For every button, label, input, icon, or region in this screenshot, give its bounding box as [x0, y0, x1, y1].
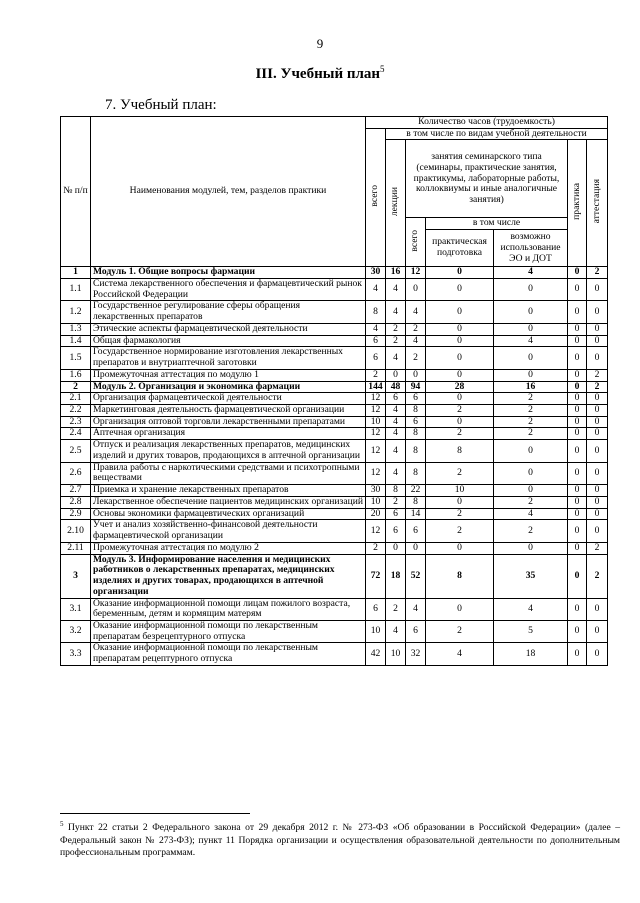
cell-att: 2	[587, 381, 608, 393]
cell-lec: 48	[386, 381, 406, 393]
cell-att: 0	[587, 508, 608, 520]
header-hours: Количество часов (трудоемкость)	[366, 117, 608, 129]
cell-pr: 0	[568, 393, 587, 405]
header-seminar: занятия семинарского типа (семинары, практические занятия, практикумы, лабораторные работы, коллоквиумы и иные аналогичные занятия)	[406, 140, 568, 218]
table-row	[61, 485, 608, 497]
cell-pp: 4	[426, 643, 494, 665]
cell-pp: 0	[426, 278, 494, 300]
cell-att: 0	[587, 428, 608, 440]
cell-sem: 12	[406, 267, 426, 279]
cell-name: Аптечная организация	[91, 428, 366, 440]
cell-att: 0	[587, 643, 608, 665]
cell-pr: 0	[568, 347, 587, 369]
cell-lec: 4	[386, 428, 406, 440]
cell-sem: 2	[406, 347, 426, 369]
cell-att: 0	[587, 347, 608, 369]
header-by-type: в том числе по видам учебной деятельности	[386, 128, 608, 140]
cell-name: Правила работы с наркотическими средствами и психотропными веществами	[91, 462, 366, 484]
header-total	[366, 128, 386, 266]
cell-name: Промежуточная аттестация по модулю 1	[91, 369, 366, 381]
cell-lec: 4	[386, 405, 406, 417]
cell-lec: 2	[386, 496, 406, 508]
cell-pr: 0	[568, 542, 587, 554]
cell-att: 0	[587, 393, 608, 405]
cell-pp: 0	[426, 393, 494, 405]
cell-pr: 0	[568, 485, 587, 497]
cell-pr: 0	[568, 278, 587, 300]
cell-lec: 16	[386, 267, 406, 279]
cell-lec: 6	[386, 393, 406, 405]
cell-total: 72	[366, 554, 386, 598]
cell-name: Маркетинговая деятельность фармацевтической организации	[91, 405, 366, 417]
cell-att: 2	[587, 554, 608, 598]
cell-sem: 0	[406, 278, 426, 300]
header-lectures-label: лекции	[389, 186, 401, 217]
cell-pp: 0	[426, 369, 494, 381]
cell-sem: 6	[406, 520, 426, 542]
cell-num: 1.2	[61, 301, 91, 323]
cell-eo: 0	[494, 542, 568, 554]
cell-sem: 22	[406, 485, 426, 497]
cell-att: 0	[587, 405, 608, 417]
table-row	[61, 405, 608, 417]
cell-pr: 0	[568, 508, 587, 520]
cell-total: 144	[366, 381, 386, 393]
cell-name: Модуль 3. Информирование населения и медицинских работников о лекарственных препаратах, медицинских изделиях и других товарах, продающихся в аптечной организации	[91, 554, 366, 598]
cell-eo: 2	[494, 405, 568, 417]
cell-eo: 16	[494, 381, 568, 393]
cell-lec: 4	[386, 278, 406, 300]
cell-pp: 8	[426, 440, 494, 462]
cell-pr: 0	[568, 369, 587, 381]
cell-att: 0	[587, 440, 608, 462]
table-row	[61, 643, 608, 665]
cell-name: Отпуск и реализация лекарственных препаратов, медицинских изделий и других товаров, продающихся в аптечной организации	[91, 440, 366, 462]
cell-pr: 0	[568, 643, 587, 665]
cell-name: Система лекарственного обеспечения и фармацевтический рынок Российской Федерации	[91, 278, 366, 300]
header-lectures	[386, 140, 406, 267]
cell-name: Оказание информационной помощи по лекарственным препаратам рецептурного отпуска	[91, 643, 366, 665]
cell-sem: 4	[406, 301, 426, 323]
cell-pp: 0	[426, 301, 494, 323]
cell-name: Лекарственное обеспечение пациентов медицинских организаций	[91, 496, 366, 508]
footnote-text: Пункт 22 статьи 2 Федерального закона от 29 декабря 2012 г. № 273-ФЗ «Об образовании в Российской Федерации» (далее – Федеральный закон № 273-ФЗ); пункт 11 Порядка организации и осуществления образовательной деятельности по дополнительным профессиональным программам.	[60, 822, 620, 859]
cell-name: Приемка и хранение лекарственных препаратов	[91, 485, 366, 497]
cell-total: 4	[366, 278, 386, 300]
header-attestation-label: аттестация	[590, 179, 602, 224]
cell-total: 4	[366, 323, 386, 335]
cell-num: 2.11	[61, 542, 91, 554]
cell-lec: 4	[386, 440, 406, 462]
cell-lec: 2	[386, 335, 406, 347]
section-title-text: III. Учебный план	[255, 66, 381, 82]
cell-sem: 8	[406, 428, 426, 440]
cell-num: 1.3	[61, 323, 91, 335]
table-row	[61, 508, 608, 520]
cell-total: 12	[366, 405, 386, 417]
cell-sem: 8	[406, 405, 426, 417]
cell-total: 6	[366, 598, 386, 620]
cell-lec: 8	[386, 485, 406, 497]
cell-eo: 4	[494, 267, 568, 279]
cell-eo: 2	[494, 416, 568, 428]
cell-name: Модуль 1. Общие вопросы фармации	[91, 267, 366, 279]
header-sem-total	[406, 218, 426, 267]
header-total-label: всего	[369, 184, 381, 207]
cell-lec: 0	[386, 542, 406, 554]
cell-lec: 2	[386, 323, 406, 335]
cell-eo: 35	[494, 554, 568, 598]
cell-pr: 0	[568, 496, 587, 508]
cell-att: 0	[587, 323, 608, 335]
cell-total: 12	[366, 428, 386, 440]
cell-total: 30	[366, 485, 386, 497]
table-row	[61, 598, 608, 620]
cell-num: 1.4	[61, 335, 91, 347]
table-row	[61, 393, 608, 405]
cell-pr: 0	[568, 520, 587, 542]
cell-pp: 0	[426, 347, 494, 369]
table-row	[61, 520, 608, 542]
cell-eo: 2	[494, 393, 568, 405]
cell-num: 2.8	[61, 496, 91, 508]
cell-sem: 0	[406, 369, 426, 381]
cell-sem: 4	[406, 335, 426, 347]
cell-name: Организация фармацевтической деятельности	[91, 393, 366, 405]
header-attestation	[587, 140, 608, 267]
cell-pr: 0	[568, 462, 587, 484]
table-header	[61, 117, 608, 267]
cell-pp: 8	[426, 554, 494, 598]
cell-lec: 4	[386, 462, 406, 484]
cell-num: 1.5	[61, 347, 91, 369]
cell-att: 0	[587, 335, 608, 347]
cell-pp: 2	[426, 428, 494, 440]
cell-lec: 4	[386, 347, 406, 369]
module-row	[61, 267, 608, 279]
cell-total: 12	[366, 462, 386, 484]
table-row	[61, 347, 608, 369]
cell-sem: 8	[406, 462, 426, 484]
cell-num: 2.1	[61, 393, 91, 405]
cell-att: 0	[587, 462, 608, 484]
cell-att: 2	[587, 267, 608, 279]
cell-lec: 2	[386, 598, 406, 620]
cell-pr: 0	[568, 301, 587, 323]
cell-total: 20	[366, 508, 386, 520]
cell-eo: 0	[494, 278, 568, 300]
footnote-ref: 5	[380, 64, 385, 74]
cell-pp: 2	[426, 620, 494, 642]
cell-num: 1.1	[61, 278, 91, 300]
cell-name: Оказание информационной помощи по лекарственным препаратам безрецептурного отпуска	[91, 620, 366, 642]
table-row	[61, 440, 608, 462]
cell-pp: 0	[426, 416, 494, 428]
cell-sem: 6	[406, 416, 426, 428]
cell-eo: 0	[494, 301, 568, 323]
cell-att: 0	[587, 620, 608, 642]
cell-num: 3.2	[61, 620, 91, 642]
table-row	[61, 542, 608, 554]
cell-pr: 0	[568, 335, 587, 347]
cell-total: 10	[366, 620, 386, 642]
curriculum-table	[60, 116, 608, 666]
cell-eo: 0	[494, 440, 568, 462]
cell-pr: 0	[568, 428, 587, 440]
cell-lec: 6	[386, 508, 406, 520]
cell-att: 0	[587, 485, 608, 497]
cell-eo: 5	[494, 620, 568, 642]
cell-eo: 0	[494, 323, 568, 335]
cell-total: 12	[366, 393, 386, 405]
cell-lec: 4	[386, 416, 406, 428]
cell-pp: 2	[426, 508, 494, 520]
cell-sem: 6	[406, 620, 426, 642]
cell-pr: 0	[568, 416, 587, 428]
section-title	[0, 64, 640, 83]
cell-pp: 0	[426, 335, 494, 347]
cell-pp: 28	[426, 381, 494, 393]
cell-total: 2	[366, 542, 386, 554]
cell-eo: 0	[494, 369, 568, 381]
cell-total: 10	[366, 416, 386, 428]
cell-num: 2.4	[61, 428, 91, 440]
page-number: 9	[316, 36, 324, 51]
cell-sem: 32	[406, 643, 426, 665]
header-practice	[568, 140, 587, 267]
cell-eo: 18	[494, 643, 568, 665]
cell-att: 2	[587, 542, 608, 554]
cell-sem: 94	[406, 381, 426, 393]
curriculum-subtitle: 7. Учебный план:	[105, 97, 217, 113]
table-row	[61, 462, 608, 484]
cell-lec: 18	[386, 554, 406, 598]
cell-pr: 0	[568, 405, 587, 417]
footnote-divider	[60, 813, 250, 814]
header-num: № п/п	[61, 117, 91, 267]
table-row	[61, 369, 608, 381]
cell-name: Государственное регулирование сферы обращения лекарственных препаратов	[91, 301, 366, 323]
footnote	[60, 820, 620, 860]
cell-att: 0	[587, 278, 608, 300]
cell-num: 2.10	[61, 520, 91, 542]
module-row	[61, 554, 608, 598]
cell-num: 3.1	[61, 598, 91, 620]
cell-num: 1.6	[61, 369, 91, 381]
cell-eo: 0	[494, 485, 568, 497]
cell-sem: 8	[406, 440, 426, 462]
table-row	[61, 428, 608, 440]
cell-eo: 4	[494, 335, 568, 347]
cell-pp: 2	[426, 462, 494, 484]
cell-eo: 4	[494, 508, 568, 520]
header-practice-label: практика	[570, 183, 582, 220]
cell-total: 6	[366, 335, 386, 347]
cell-num: 2	[61, 381, 91, 393]
cell-eo: 0	[494, 462, 568, 484]
cell-pp: 0	[426, 267, 494, 279]
cell-sem: 52	[406, 554, 426, 598]
cell-lec: 4	[386, 620, 406, 642]
header-sem-total-label: всего	[409, 229, 421, 252]
table-row	[61, 416, 608, 428]
cell-eo: 2	[494, 520, 568, 542]
cell-name: Общая фармакология	[91, 335, 366, 347]
cell-lec: 10	[386, 643, 406, 665]
cell-eo: 2	[494, 428, 568, 440]
cell-pr: 0	[568, 620, 587, 642]
cell-sem: 4	[406, 598, 426, 620]
cell-pp: 10	[426, 485, 494, 497]
cell-att: 0	[587, 416, 608, 428]
cell-total: 42	[366, 643, 386, 665]
cell-total: 6	[366, 347, 386, 369]
cell-name: Промежуточная аттестация по модулю 2	[91, 542, 366, 554]
cell-num: 3.3	[61, 643, 91, 665]
cell-num: 3	[61, 554, 91, 598]
cell-total: 12	[366, 440, 386, 462]
cell-name: Модуль 2. Организация и экономика фармации	[91, 381, 366, 393]
cell-pp: 0	[426, 323, 494, 335]
header-incl: в том числе	[426, 218, 568, 230]
cell-total: 10	[366, 496, 386, 508]
footnote-mark: 5	[60, 820, 64, 828]
cell-name: Учет и анализ хозяйственно-финансовой деятельности фармацевтической организации	[91, 520, 366, 542]
cell-pr: 0	[568, 323, 587, 335]
table-row	[61, 301, 608, 323]
cell-att: 0	[587, 520, 608, 542]
cell-num: 2.6	[61, 462, 91, 484]
cell-name: Этические аспекты фармацевтической деятельности	[91, 323, 366, 335]
cell-pr: 0	[568, 554, 587, 598]
cell-pr: 0	[568, 267, 587, 279]
cell-num: 2.3	[61, 416, 91, 428]
cell-pp: 2	[426, 405, 494, 417]
cell-att: 0	[587, 496, 608, 508]
cell-pp: 2	[426, 520, 494, 542]
cell-num: 1	[61, 267, 91, 279]
cell-sem: 6	[406, 393, 426, 405]
cell-att: 0	[587, 598, 608, 620]
header-prac-prep: практическая подготовка	[426, 230, 494, 267]
cell-total: 30	[366, 267, 386, 279]
cell-pr: 0	[568, 381, 587, 393]
module-row	[61, 381, 608, 393]
cell-pp: 0	[426, 598, 494, 620]
cell-total: 8	[366, 301, 386, 323]
header-eo-dot: возможно использование ЭО и ДОТ	[494, 230, 568, 267]
cell-name: Основы экономики фармацевтических организаций	[91, 508, 366, 520]
cell-name: Государственное нормирование изготовления лекарственных препаратов и внутриаптечной заготовки	[91, 347, 366, 369]
cell-att: 0	[587, 301, 608, 323]
cell-total: 12	[366, 520, 386, 542]
cell-eo: 2	[494, 496, 568, 508]
table-row	[61, 620, 608, 642]
cell-lec: 4	[386, 301, 406, 323]
header-name: Наименования модулей, тем, разделов практики	[91, 117, 366, 267]
cell-name: Организация оптовой торговли лекарственными препаратами	[91, 416, 366, 428]
cell-eo: 0	[494, 347, 568, 369]
cell-pr: 0	[568, 440, 587, 462]
table-body	[61, 267, 608, 666]
cell-sem: 0	[406, 542, 426, 554]
cell-sem: 2	[406, 323, 426, 335]
cell-pp: 0	[426, 496, 494, 508]
cell-sem: 14	[406, 508, 426, 520]
cell-num: 2.9	[61, 508, 91, 520]
cell-sem: 8	[406, 496, 426, 508]
table-row	[61, 323, 608, 335]
cell-name: Оказание информационной помощи лицам пожилого возраста, беременным, детям и кормящим матерям	[91, 598, 366, 620]
cell-lec: 6	[386, 520, 406, 542]
table-row	[61, 278, 608, 300]
cell-total: 2	[366, 369, 386, 381]
cell-pp: 0	[426, 542, 494, 554]
cell-att: 2	[587, 369, 608, 381]
cell-num: 2.5	[61, 440, 91, 462]
table-row	[61, 335, 608, 347]
cell-eo: 4	[494, 598, 568, 620]
table-row	[61, 496, 608, 508]
cell-lec: 0	[386, 369, 406, 381]
cell-pr: 0	[568, 598, 587, 620]
cell-num: 2.2	[61, 405, 91, 417]
cell-num: 2.7	[61, 485, 91, 497]
